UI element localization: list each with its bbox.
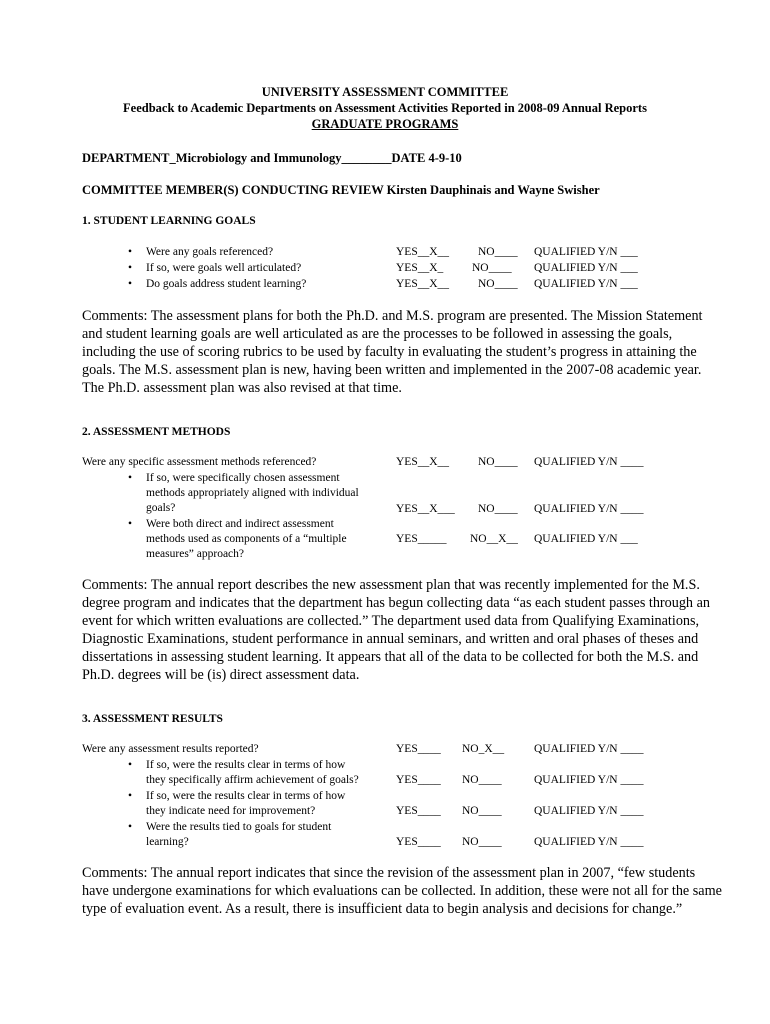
section1-no-2: NO____ bbox=[472, 262, 512, 274]
header-program: GRADUATE PROGRAMS bbox=[311, 117, 459, 131]
section2-comment: Comments: The annual report describes the new assessment plan that was recently implemented for the M.S. degree program and indicates that the department has begun collecting data “as each student passes through an event for which written evaluations are collected.” The department used data from Qualifying Examinations, Diagnostic Examinations, student performance in annual seminars, and written and oral phases of theses and dissertations in assessing student learning. It appears that all of the data to be collected for both the M.S. and Ph.D. degrees will be (is) direct assessment data. bbox=[82, 577, 710, 683]
section3-yes-0: YES____ bbox=[396, 743, 441, 755]
section3-qualified-3: QUALIFIED Y/N ____ bbox=[534, 836, 644, 848]
section3-qualified-2: QUALIFIED Y/N ____ bbox=[534, 805, 644, 817]
section3-title: 3. ASSESSMENT RESULTS bbox=[82, 713, 223, 725]
section1-question-1: • Were any goals referenced? bbox=[128, 246, 274, 258]
bullet-icon: • bbox=[128, 518, 133, 530]
section2-qualified-1: QUALIFIED Y/N ____ bbox=[534, 503, 644, 515]
bullet-icon: • bbox=[128, 759, 133, 771]
bullet-icon: • bbox=[128, 246, 133, 258]
section3-qualified-1: QUALIFIED Y/N ____ bbox=[534, 774, 644, 786]
section1-qualified-3: QUALIFIED Y/N ___ bbox=[534, 278, 638, 290]
section3-yes-1: YES____ bbox=[396, 774, 441, 786]
section2-bullet-1: • If so, were specifically chosen assessment methods appropriately aligned with individual goals? bbox=[128, 472, 359, 514]
section3-bullet-3: • Were the results tied to goals for student learning? bbox=[128, 821, 332, 848]
section2-yes-0: YES__X__ bbox=[396, 456, 450, 468]
section3-yes-3: YES____ bbox=[396, 836, 441, 848]
department-line: DEPARTMENT_Microbiology and Immunology________DATE 4-9-10 bbox=[82, 151, 462, 165]
section1-title: 1. STUDENT LEARNING GOALS bbox=[82, 215, 256, 227]
section2-bullet-2: • Were both direct and indirect assessment methods used as components of a “multiple measures” approach? bbox=[128, 518, 347, 560]
bullet-icon: • bbox=[128, 472, 133, 484]
section1-qualified-2: QUALIFIED Y/N ___ bbox=[534, 262, 638, 274]
section2-qualified-0: QUALIFIED Y/N ____ bbox=[534, 456, 644, 468]
section2-no-0: NO____ bbox=[478, 456, 518, 468]
bullet-icon: • bbox=[128, 278, 133, 290]
committee-line: COMMITTEE MEMBER(S) CONDUCTING REVIEW Kirsten Dauphinais and Wayne Swisher bbox=[82, 183, 600, 197]
bullet-icon: • bbox=[128, 821, 133, 833]
section1-question-3: • Do goals address student learning? bbox=[128, 278, 307, 290]
section1-no-3: NO____ bbox=[478, 278, 518, 290]
section3-no-3: NO____ bbox=[462, 836, 502, 848]
section1-qualified-1: QUALIFIED Y/N ___ bbox=[534, 246, 638, 258]
section1-yes-2: YES__X_ bbox=[396, 262, 444, 274]
section1-no-1: NO____ bbox=[478, 246, 518, 258]
header-title: UNIVERSITY ASSESSMENT COMMITTEE bbox=[261, 85, 509, 99]
section1-question-2: • If so, were goals well articulated? bbox=[128, 262, 302, 274]
section1-yes-3: YES__X__ bbox=[396, 278, 450, 290]
section3-bullet-2: • If so, were the results clear in terms of how they indicate need for improvement? bbox=[128, 790, 346, 817]
section2-title: 2. ASSESSMENT METHODS bbox=[82, 426, 231, 438]
section3-intro: Were any assessment results reported? bbox=[82, 743, 259, 755]
section3-bullet-1: • If so, were the results clear in terms of how they specifically affirm achievement of goals? bbox=[128, 759, 359, 786]
header-subtitle: Feedback to Academic Departments on Assessment Activities Reported in 2008-09 Annual Reports bbox=[123, 101, 647, 115]
section2-yes-1: YES__X___ bbox=[396, 503, 455, 515]
section3-no-1: NO____ bbox=[462, 774, 502, 786]
section3-qualified-0: QUALIFIED Y/N ____ bbox=[534, 743, 644, 755]
section3-no-0: NO_X__ bbox=[462, 743, 505, 755]
section3-comment: Comments: The annual report indicates that since the revision of the assessment plan in 2007, “few students have undergone examinations for which evaluations can be collected. In addition, these were not all for the same type of evaluation event. As a result, there is insufficient data to begin analysis and decisions for change.” bbox=[82, 865, 722, 917]
bullet-icon: • bbox=[128, 790, 133, 802]
section3-no-2: NO____ bbox=[462, 805, 502, 817]
section2-no-2: NO__X__ bbox=[470, 533, 518, 545]
section2-qualified-2: QUALIFIED Y/N ___ bbox=[534, 533, 638, 545]
section2-no-1: NO____ bbox=[478, 503, 518, 515]
section2-yes-2: YES_____ bbox=[396, 533, 447, 545]
bullet-icon: • bbox=[128, 262, 133, 274]
section2-intro: Were any specific assessment methods referenced? bbox=[82, 456, 317, 468]
section3-yes-2: YES____ bbox=[396, 805, 441, 817]
section1-comment: Comments: The assessment plans for both the Ph.D. and M.S. program are presented. The Mission Statement and student learning goals are well articulated as are the processes to be followed in assessing the goals, including the use of scoring rubrics to be used by faculty in evaluating the student’s progress in attaining the goals. The M.S. assessment plan is new, having been written and implemented in the 2007-08 academic year. The Ph.D. assessment plan was also revised at that time. bbox=[82, 308, 703, 396]
section1-yes-1: YES__X__ bbox=[396, 246, 450, 258]
